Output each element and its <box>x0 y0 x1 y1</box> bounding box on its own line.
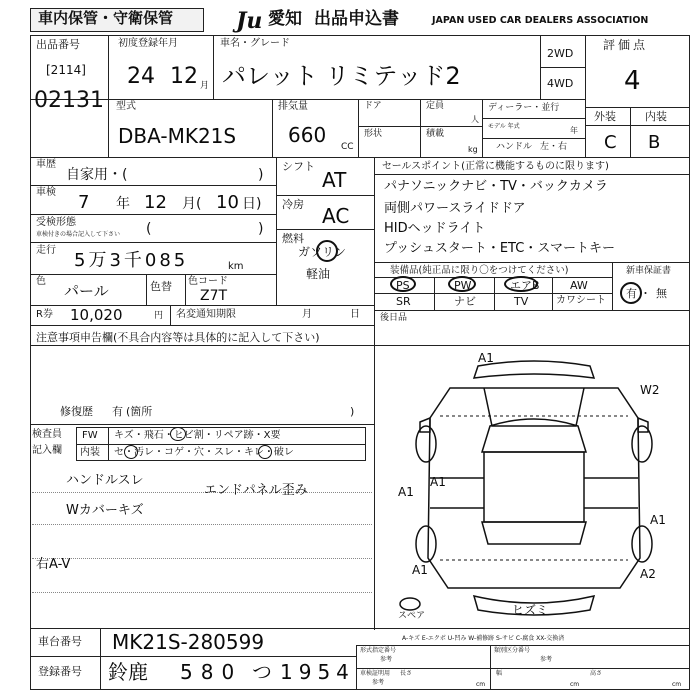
color-change-label: 色替 <box>150 280 172 293</box>
lot-number: 02131 <box>34 88 104 113</box>
recycle-month: 月 <box>302 309 312 320</box>
registration-label: 初度登録年月 <box>118 38 178 49</box>
door-label: ドア <box>364 101 382 111</box>
cert-width-unit: cm <box>570 681 580 688</box>
history-close: ) <box>258 167 264 183</box>
plate-number: 1954 <box>280 660 355 684</box>
cert-width-label: 幅 <box>496 670 503 677</box>
equip-pw-circle <box>448 276 476 292</box>
recycle-label: R券 <box>36 309 53 320</box>
shaken-year-unit: 年 <box>116 196 130 212</box>
repair-value: 有 <box>112 405 123 418</box>
shift-label: シフト <box>282 160 315 173</box>
receipt-note: 車検付きの場合記入して下さい <box>36 231 121 238</box>
fuel-option2: 軽油 <box>306 267 331 281</box>
inspector-fw: FW <box>82 430 98 441</box>
assoc-name: JAPAN USED CAR DEALERS ASSOCIATION <box>432 15 649 26</box>
shaken-label: 車検 <box>36 187 56 198</box>
handle-value: 左・右 <box>540 142 568 152</box>
inspector-mark-circle-3 <box>258 445 272 459</box>
repair-close: ) <box>350 405 355 418</box>
shaken-day-unit: 日) <box>242 196 262 212</box>
logo-mark: Ju <box>236 8 263 34</box>
inspector-fw-items: キズ・飛石・ヒビ割・リペア跡・X要 <box>114 430 281 441</box>
sales-points-label: セールスポイント(正常に機能するものに限ります) <box>382 161 609 172</box>
plate-label: 登録番号 <box>38 665 82 678</box>
fuel-option1: ガソリン <box>298 245 347 259</box>
diagram-mark-left-side: A1 <box>430 475 446 489</box>
registration-year: 24 <box>127 64 155 89</box>
color-code-label: 色コード <box>188 276 228 287</box>
cert-doc-label: 車検証明用 <box>360 670 391 677</box>
grade-exterior-label: 外装 <box>594 110 616 123</box>
equip-aw: AW <box>570 279 588 292</box>
shift-value: AT <box>322 168 347 192</box>
shaken-month: 12 <box>144 192 167 213</box>
diagram-mark-front: A1 <box>478 351 494 365</box>
equip-airbag-circle <box>504 276 538 292</box>
history-value: 自家用・( <box>66 167 128 183</box>
plate-region: 鈴鹿 <box>108 660 148 684</box>
aircon-value: AC <box>322 204 350 228</box>
cert-category-label: 類別区分番号 <box>494 647 531 654</box>
rear-seat-label: 後日品 <box>380 313 408 323</box>
type-value: DBA-MK21S <box>118 124 237 148</box>
registration-month-unit: 月 <box>200 81 210 91</box>
chassis-value: MK21S-280599 <box>112 630 265 654</box>
shaken-year: 7 <box>78 192 90 213</box>
warranty-sep: ・ <box>640 287 651 300</box>
receipt-open: ( <box>146 221 152 237</box>
cert-ref-2: 参考 <box>540 656 553 663</box>
inspector-mark-circle <box>170 427 186 441</box>
color-label: 色 <box>36 276 46 287</box>
equip-ps: PS <box>396 279 410 292</box>
equip-airbag: エアB <box>510 279 540 292</box>
warranty-no: 無 <box>656 287 667 300</box>
cert-length-label: 長さ <box>400 670 413 677</box>
diagram-spare-label: スペア <box>398 611 426 621</box>
load-label: 積載 <box>426 129 445 139</box>
mileage-unit: km <box>228 261 244 272</box>
displacement-value: 660 <box>288 123 327 147</box>
inspector-label-2: 記入欄 <box>32 445 62 456</box>
diagram-mark-right-rear: A2 <box>640 567 656 581</box>
aircon-label: 冷房 <box>282 198 304 211</box>
sales-point-3: HIDヘッドライト <box>384 221 486 236</box>
diagram-bottom-note: ヒズミ <box>512 603 549 617</box>
fuel-gasoline-circle <box>316 240 338 262</box>
shaken-day: 10 <box>216 192 239 213</box>
capacity-unit: 人 <box>471 115 479 124</box>
handle-label: ハンドル <box>496 142 533 152</box>
equip-pw: PW <box>454 279 472 292</box>
equip-navi: ナビ <box>454 295 476 308</box>
model-year-label: モデル 年式 <box>488 123 520 130</box>
sales-point-2: 両側パワースライドドア <box>384 201 526 216</box>
inspector-label-1: 検査員 <box>32 429 62 440</box>
model-year-unit: 年 <box>570 126 578 135</box>
displacement-unit: CC <box>341 142 354 152</box>
form-title: 出品申込書 <box>314 9 399 29</box>
header-left-title: 車内保管・守衛保管 <box>38 9 174 27</box>
grade-interior-value: B <box>648 132 661 153</box>
equip-kawaseat: カワシート <box>556 295 606 306</box>
cert-height-label: 高さ <box>590 670 603 677</box>
shaken-month-unit: 月( <box>182 196 202 212</box>
grade-score: 4 <box>624 66 641 96</box>
cert-height-unit: cm <box>672 681 682 688</box>
load-unit: kg <box>468 145 478 154</box>
cert-ref-1: 参考 <box>380 656 393 663</box>
diagram-legend: A-キズ E-エクボ U-凹み W-補修跡 S-サビ C-腐食 XX-交換済 <box>402 635 565 642</box>
equip-sr: SR <box>396 295 411 308</box>
displacement-label: 排気量 <box>278 101 308 112</box>
model-name-label: 車名・グレード <box>220 38 290 49</box>
cert-length-unit: cm <box>476 681 486 688</box>
history-label: 車歴 <box>36 159 56 170</box>
mileage-label: 走行 <box>36 245 56 256</box>
equipment-label: 装備品(純正品に限り〇をつけてください) <box>390 265 569 276</box>
recycle-unit: 円 <box>154 311 164 321</box>
capacity-label: 定員 <box>426 101 445 111</box>
grade-label: 評価点 <box>603 38 649 52</box>
type-label: 型式 <box>116 101 136 112</box>
drive-2wd: 2WD <box>547 47 574 60</box>
org-name: 愛知 <box>268 9 302 29</box>
inspector-interior: 内装 <box>80 447 100 458</box>
lot-code: [2114] <box>46 63 86 77</box>
dealer-import-label: ディーラー・並行 <box>488 103 560 113</box>
inspector-note-2: Wカバーキズ <box>66 503 144 518</box>
plate-class: 580 <box>180 660 243 684</box>
receipt-label: 受検形態 <box>36 217 76 228</box>
warranty-label: 新車保証書 <box>626 266 672 276</box>
recycle-day: 日 <box>350 309 360 320</box>
color-code-value: Z7T <box>200 288 228 304</box>
shape-label: 形状 <box>364 129 383 139</box>
diagram-mark-left: A1 <box>398 485 414 499</box>
inspector-mark-circle-2 <box>124 445 138 459</box>
recycle-notice-label: 名変通知期限 <box>176 309 236 320</box>
cert-ref-3: 参考 <box>372 679 385 686</box>
grade-interior-label: 内装 <box>645 110 667 123</box>
sales-point-1: パナソニックナビ・TV・バックカメラ <box>384 179 608 194</box>
fuel-label: 燃料 <box>282 232 304 245</box>
warranty-yes: 有 <box>626 287 637 300</box>
inspector-interior-items: セ・汚レ・コゲ・穴・スレ・キレ・破レ <box>114 447 294 458</box>
warranty-yes-circle <box>620 282 642 304</box>
engine-note: エンドパネル歪み <box>204 483 308 498</box>
cert-shape-label: 形式指定番号 <box>360 647 397 654</box>
mileage-value: 5万3千085 <box>74 250 189 271</box>
equip-ps-circle <box>390 276 416 292</box>
sales-point-4: プッシュスタート・ETC・スマートキー <box>384 241 616 256</box>
equip-tv: TV <box>514 295 529 308</box>
diagram-mark-right-front: W2 <box>640 383 660 397</box>
chassis-label: 車台番号 <box>38 635 82 648</box>
diagram-mark-left-rear: A1 <box>412 563 428 577</box>
inspector-note-3: 右A-V <box>36 557 71 572</box>
drive-4wd: 4WD <box>547 77 574 90</box>
grade-exterior-value: C <box>604 132 617 153</box>
recycle-value: 10,020 <box>70 306 123 324</box>
color-value: パール <box>64 282 109 300</box>
lot-label: 出品番号 <box>36 38 80 51</box>
registration-month: 12 <box>170 64 198 89</box>
notice-label: 注意事項申告欄(不具合内容等は具体的に記入して下さい) <box>36 331 320 344</box>
plate-kana: つ <box>252 660 272 684</box>
model-name-value: パレット リミテッド2 <box>222 62 461 90</box>
diagram-mark-right-side: A1 <box>650 513 666 527</box>
repair-place: (箇所 <box>126 405 153 418</box>
repair-label: 修復歴 <box>60 405 93 418</box>
inspector-note-1: ハンドルスレ <box>66 473 144 488</box>
receipt-close: ) <box>258 221 264 237</box>
